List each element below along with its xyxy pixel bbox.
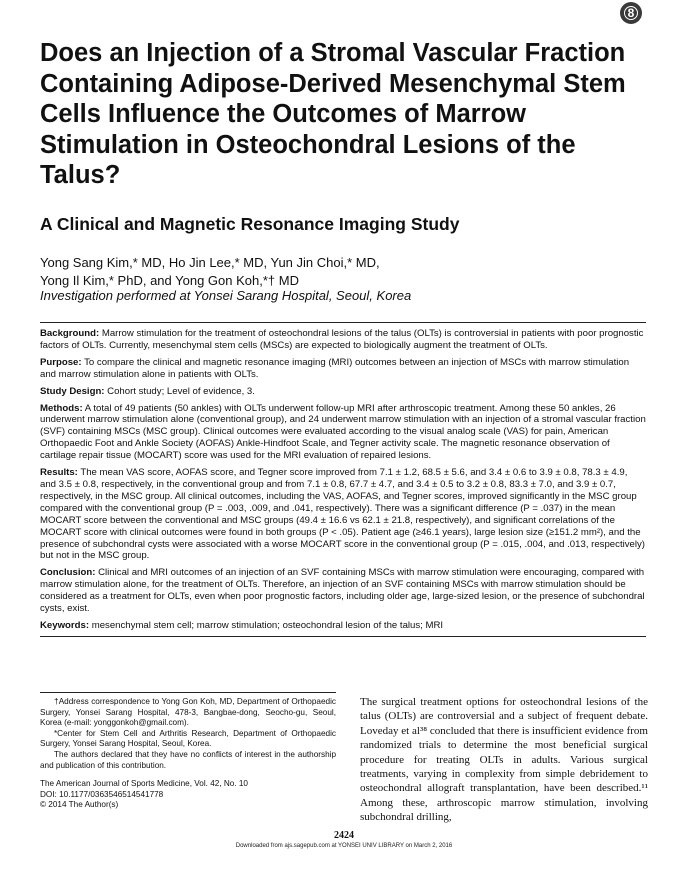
open-access-badge-icon: 8 (620, 2, 642, 24)
affiliation: Investigation performed at Yonsei Sarang Hospital, Seoul, Korea (40, 288, 412, 303)
footnote-center: *Center for Stem Cell and Arthritis Research, Department of Orthopaedic Surgery, Yonsei Sarang Hospital, Seoul, Korea. (40, 728, 336, 749)
footnote-correspondence: †Address correspondence to Yong Gon Koh, MD, Department of Orthopaedic Surgery, Yonsei Sarang Hospital, 478-3, Bangbae-dong, Seocho-gu, Seoul, Korea (e-mail: yonggonkoh@gmail.com). (40, 697, 336, 728)
journal-doi: DOI: 10.1177/0363546514541778 (40, 789, 164, 799)
abstract-methods: Methods: A total of 49 patients (50 ankles) with OLTs underwent follow-up MRI after arthroscopic treatment. Among these 50 ankles, 26 underwent marrow stimulation alone (conventional group), and 24 underwent marrow stimulation with an injection of a stromal vascular fraction (SVF) containing MSCs (MSC group). Clinical outcomes were evaluated according to the visual analog scale (VAS) for pain, American Orthopaedic Foot and Ankle Society (AOFAS) Ankle-Hindfoot Scale, and Tegner activity scale. The magnetic resonance observation of cartilage repair tissue (MOCART) score was used for the MRI evaluation of repaired lesions. (40, 402, 646, 462)
journal-info (40, 779, 336, 811)
body-text-column: The surgical treatment options for osteochondral lesions of the talus (OLTs) are controversial and a subject of frequent debate. Loveday et al³⁸ concluded that there is insufficient evidence from randomized trials to determine the most beneficial surgical procedure for treating OLTs in adults. Various surgical treatments, varying in complexity from simple debridement to osteochondral allograft transplantation, have been described.¹¹ Among these, arthroscopic marrow stimulation, involving subchondral drilling, (360, 696, 648, 824)
article-subtitle: A Clinical and Magnetic Resonance Imaging Study (40, 214, 460, 234)
footnotes (40, 692, 336, 811)
abstract-results: Results: The mean VAS score, AOFAS score, and Tegner score improved from 7.1 ± 1.2, 68.5 ± 5.6, and 3.4 ± 0.6 to 3.9 ± 0.8, 78.3 ± 4.9, and 3.5 ± 0.8, respectively, in the conventional group and from 7.1 ± 0.8, 67.7 ± 4.7, and 3.4 ± 0.5 to 3.2 ± 0.8, 83.3 ± 7.0, and 3.9 ± 0.7, respectively, in the MSC group. All clinical outcomes, including the VAS, AOFAS, and Tegner scores, improved significantly in the MSC group compared with the conventional group (P = .003, .009, and .041, respectively). There was a significant difference (P = .037) in the mean MOCART score between the conventional and MSC groups (49.4 ± 16.6 vs 62.1 ± 21.8, respectively), and significant correlations of the MOCART score with clinical outcomes were found in both groups (P < .05). Patient age (≥46.1 years), large lesion size (≥151.2 mm²), and the presence of subchondral cysts were associated with a worse MOCART score in the conventional group (P = .015, .004, and .013, respectively) but not in the MSC group. (40, 467, 645, 562)
abstract-background: Background: Marrow stimulation for the treatment of osteochondral lesions of the talus (OLTs) is controversial in patients with poor prognostic factors of OLTs. Currently, mesenchymal stem cells (MSCs) are expected to biologically augment the treatment of OLTs. (40, 328, 644, 351)
journal-name: The American Journal of Sports Medicine, Vol. 42, No. 10 (40, 779, 248, 789)
footnote-conflicts: The authors declared that they have no conflicts of interest in the authorship and publication of this contribution. (40, 749, 336, 770)
download-notice: Downloaded from ajs.sagepub.com at YONSEI UNIV LIBRARY on March 2, 2016 (235, 843, 453, 849)
abstract-conclusion: Conclusion: Clinical and MRI outcomes of an injection of an SVF containing MSCs with marrow stimulation were encouraging, compared with marrow stimulation alone, for the treatment of OLTs. Therefore, an injection of an SVF containing MSCs with marrow stimulation should be considered as a treatment for OLTs, even when poor prognostic factors, including older age, large-sized lesion, or the presence of subchondral cysts, exist. (40, 567, 645, 615)
journal-copyright: © 2014 The Author(s) (40, 800, 119, 810)
article-title: Does an Injection of a Stromal Vascular Fraction Containing Adipose-Derived Mesenchymal Stem Cells Influence the Outcomes of Marrow Stimulation in Osteochondral Lesions of the Talus? (40, 39, 626, 189)
author-list (40, 254, 640, 289)
abstract-box (40, 322, 646, 637)
authors-line-1: Yong Sang Kim,* MD, Ho Jin Lee,* MD, Yun Jin Choi,* MD, (40, 255, 380, 270)
abstract-study-design: Study Design: Cohort study; Level of evidence, 3. (40, 385, 255, 397)
abstract-purpose: Purpose: To compare the clinical and magnetic resonance imaging (MRI) outcomes between an injection of MSCs with marrow stimulation and marrow stimulation alone in patients with OLTs. (40, 356, 630, 380)
page-number: 2424 (334, 830, 354, 841)
abstract-keywords: Keywords: mesenchymal stem cell; marrow stimulation; osteochondral lesion of the talus; MRI (40, 619, 444, 631)
authors-line-2: Yong Il Kim,* PhD, and Yong Gon Koh,*† MD (40, 272, 299, 288)
